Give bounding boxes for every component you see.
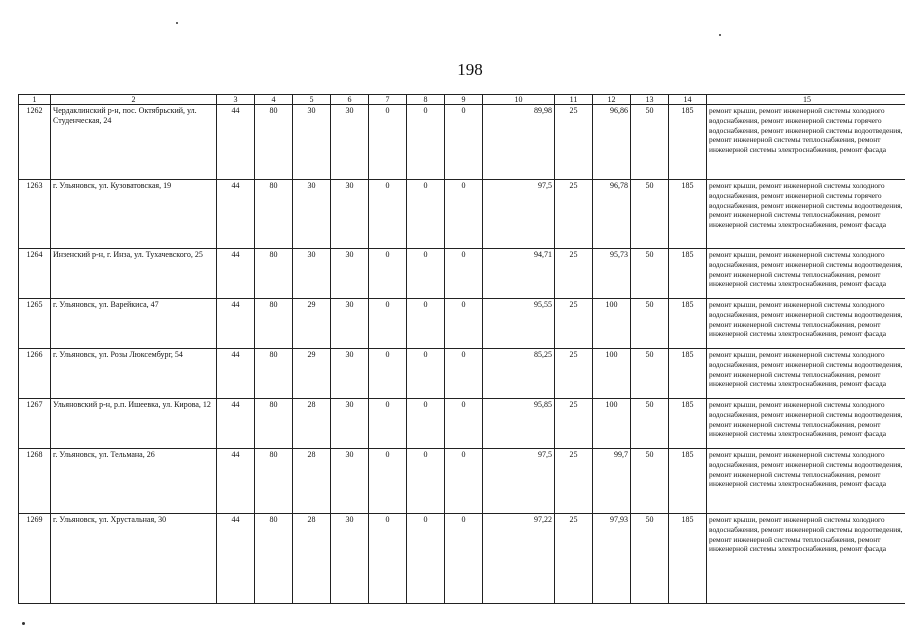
value-cell: 50 bbox=[631, 514, 669, 604]
value-cell: 0 bbox=[407, 399, 445, 449]
address-cell: Инзенский р-н, г. Инза, ул. Тухачевского, 25 bbox=[51, 249, 217, 299]
table-row bbox=[19, 299, 905, 349]
value-cell: 0 bbox=[445, 249, 483, 299]
column-header: 12 bbox=[593, 95, 631, 105]
value-cell: 30 bbox=[331, 299, 369, 349]
value-cell: 80 bbox=[255, 299, 293, 349]
column-header: 11 bbox=[555, 95, 593, 105]
value-cell: 0 bbox=[407, 105, 445, 180]
value-cell: 0 bbox=[369, 349, 407, 399]
value-cell: 0 bbox=[445, 180, 483, 249]
value-cell: 0 bbox=[445, 349, 483, 399]
value-cell: 185 bbox=[669, 299, 707, 349]
value-cell: 0 bbox=[407, 180, 445, 249]
value-cell: 50 bbox=[631, 449, 669, 514]
value-cell: 95,73 bbox=[593, 249, 631, 299]
value-cell: 0 bbox=[369, 399, 407, 449]
row-number: 1267 bbox=[19, 399, 51, 449]
address-cell: Чердаклинский р-н, пос. Октябрьский, ул. Студенческая, 24 bbox=[51, 105, 217, 180]
value-cell: 28 bbox=[293, 449, 331, 514]
value-cell: 95,85 bbox=[483, 399, 555, 449]
value-cell: 97,5 bbox=[483, 449, 555, 514]
value-cell: 80 bbox=[255, 105, 293, 180]
table-row bbox=[19, 399, 905, 449]
value-cell: 25 bbox=[555, 449, 593, 514]
works-cell: ремонт крыши, ремонт инженерной системы холодного водоснабжения, ремонт инженерной системы водоотведения, ремонт инженерной системы теплоснабжения, ремонт инженерной системы электроснабжения, ремонт фасада bbox=[707, 399, 905, 449]
value-cell: 0 bbox=[369, 514, 407, 604]
value-cell: 44 bbox=[217, 105, 255, 180]
row-number: 1268 bbox=[19, 449, 51, 514]
value-cell: 44 bbox=[217, 399, 255, 449]
value-cell: 30 bbox=[331, 105, 369, 180]
table-row bbox=[19, 180, 905, 249]
value-cell: 96,86 bbox=[593, 105, 631, 180]
row-number: 1263 bbox=[19, 180, 51, 249]
value-cell: 30 bbox=[331, 249, 369, 299]
table-row bbox=[19, 249, 905, 299]
value-cell: 50 bbox=[631, 349, 669, 399]
value-cell: 25 bbox=[555, 514, 593, 604]
value-cell: 0 bbox=[369, 249, 407, 299]
value-cell: 80 bbox=[255, 514, 293, 604]
scan-speck bbox=[22, 622, 25, 625]
column-header: 2 bbox=[51, 95, 217, 105]
column-header: 3 bbox=[217, 95, 255, 105]
works-cell: ремонт крыши, ремонт инженерной системы холодного водоснабжения, ремонт инженерной системы водоотведения, ремонт инженерной системы теплоснабжения, ремонт инженерной системы электроснабжения, ремонт фасада bbox=[707, 249, 905, 299]
value-cell: 80 bbox=[255, 399, 293, 449]
value-cell: 185 bbox=[669, 105, 707, 180]
value-cell: 44 bbox=[217, 349, 255, 399]
value-cell: 96,78 bbox=[593, 180, 631, 249]
column-header: 5 bbox=[293, 95, 331, 105]
value-cell: 30 bbox=[331, 514, 369, 604]
row-number: 1262 bbox=[19, 105, 51, 180]
value-cell: 95,55 bbox=[483, 299, 555, 349]
works-cell: ремонт крыши, ремонт инженерной системы холодного водоснабжения, ремонт инженерной системы водоотведения, ремонт инженерной системы теплоснабжения, ремонт инженерной системы электроснабжения, ремонт фасада bbox=[707, 514, 905, 604]
works-cell: ремонт крыши, ремонт инженерной системы холодного водоснабжения, ремонт инженерной системы водоотведения, ремонт инженерной системы теплоснабжения, ремонт инженерной системы электроснабжения, ремонт фасада bbox=[707, 449, 905, 514]
column-header: 14 bbox=[669, 95, 707, 105]
works-cell: ремонт крыши, ремонт инженерной системы холодного водоснабжения, ремонт инженерной системы горячего водоснабжения, ремонт инженерной системы водоотведения, ремонт инженерной системы теплоснабжения, ремонт инженерной системы электроснабжения, ремонт фасада bbox=[707, 180, 905, 249]
register-table bbox=[18, 94, 905, 604]
value-cell: 0 bbox=[407, 249, 445, 299]
value-cell: 80 bbox=[255, 180, 293, 249]
value-cell: 97,5 bbox=[483, 180, 555, 249]
value-cell: 0 bbox=[407, 299, 445, 349]
value-cell: 0 bbox=[445, 449, 483, 514]
value-cell: 44 bbox=[217, 449, 255, 514]
value-cell: 30 bbox=[293, 105, 331, 180]
value-cell: 25 bbox=[555, 399, 593, 449]
value-cell: 100 bbox=[593, 299, 631, 349]
value-cell: 89,98 bbox=[483, 105, 555, 180]
column-header: 10 bbox=[483, 95, 555, 105]
value-cell: 0 bbox=[445, 399, 483, 449]
value-cell: 25 bbox=[555, 299, 593, 349]
value-cell: 25 bbox=[555, 180, 593, 249]
value-cell: 185 bbox=[669, 514, 707, 604]
value-cell: 0 bbox=[407, 449, 445, 514]
value-cell: 0 bbox=[369, 299, 407, 349]
value-cell: 30 bbox=[331, 399, 369, 449]
value-cell: 50 bbox=[631, 105, 669, 180]
value-cell: 29 bbox=[293, 299, 331, 349]
row-number: 1269 bbox=[19, 514, 51, 604]
value-cell: 50 bbox=[631, 299, 669, 349]
value-cell: 185 bbox=[669, 180, 707, 249]
address-cell: г. Ульяновск, ул. Тельмана, 26 bbox=[51, 449, 217, 514]
column-header: 9 bbox=[445, 95, 483, 105]
value-cell: 30 bbox=[331, 349, 369, 399]
value-cell: 100 bbox=[593, 349, 631, 399]
address-cell: Ульяновский р-н, р.п. Ишеевка, ул. Кирова, 12 bbox=[51, 399, 217, 449]
table-row bbox=[19, 349, 905, 399]
value-cell: 80 bbox=[255, 249, 293, 299]
table-row bbox=[19, 449, 905, 514]
value-cell: 30 bbox=[293, 249, 331, 299]
value-cell: 28 bbox=[293, 399, 331, 449]
value-cell: 25 bbox=[555, 105, 593, 180]
value-cell: 50 bbox=[631, 399, 669, 449]
value-cell: 0 bbox=[445, 105, 483, 180]
address-cell: г. Ульяновск, ул. Хрустальная, 30 bbox=[51, 514, 217, 604]
value-cell: 50 bbox=[631, 180, 669, 249]
value-cell: 97,22 bbox=[483, 514, 555, 604]
value-cell: 0 bbox=[369, 105, 407, 180]
column-header: 6 bbox=[331, 95, 369, 105]
value-cell: 30 bbox=[293, 180, 331, 249]
value-cell: 185 bbox=[669, 399, 707, 449]
value-cell: 0 bbox=[369, 449, 407, 514]
value-cell: 30 bbox=[331, 180, 369, 249]
value-cell: 0 bbox=[407, 514, 445, 604]
column-header: 15 bbox=[707, 95, 905, 105]
value-cell: 0 bbox=[407, 349, 445, 399]
value-cell: 50 bbox=[631, 249, 669, 299]
works-cell: ремонт крыши, ремонт инженерной системы холодного водоснабжения, ремонт инженерной системы водоотведения, ремонт инженерной системы теплоснабжения, ремонт инженерной системы электроснабжения, ремонт фасада bbox=[707, 349, 905, 399]
value-cell: 0 bbox=[445, 299, 483, 349]
value-cell: 0 bbox=[445, 514, 483, 604]
value-cell: 185 bbox=[669, 449, 707, 514]
row-number: 1264 bbox=[19, 249, 51, 299]
column-header: 1 bbox=[19, 95, 51, 105]
address-cell: г. Ульяновск, ул. Розы Люксембург, 54 bbox=[51, 349, 217, 399]
address-cell: г. Ульяновск, ул. Варейкиса, 47 bbox=[51, 299, 217, 349]
column-number-row bbox=[19, 95, 905, 105]
table-row bbox=[19, 514, 905, 604]
value-cell: 80 bbox=[255, 349, 293, 399]
value-cell: 44 bbox=[217, 514, 255, 604]
value-cell: 185 bbox=[669, 249, 707, 299]
table-row bbox=[19, 105, 905, 180]
address-cell: г. Ульяновск, ул. Кузоватовская, 19 bbox=[51, 180, 217, 249]
row-number: 1266 bbox=[19, 349, 51, 399]
row-number: 1265 bbox=[19, 299, 51, 349]
value-cell: 100 bbox=[593, 399, 631, 449]
value-cell: 80 bbox=[255, 449, 293, 514]
value-cell: 99,7 bbox=[593, 449, 631, 514]
value-cell: 94,71 bbox=[483, 249, 555, 299]
page-number: 198 bbox=[457, 60, 483, 79]
column-header: 7 bbox=[369, 95, 407, 105]
scan-speck bbox=[719, 34, 721, 36]
column-header: 13 bbox=[631, 95, 669, 105]
value-cell: 44 bbox=[217, 299, 255, 349]
value-cell: 97,93 bbox=[593, 514, 631, 604]
value-cell: 25 bbox=[555, 249, 593, 299]
works-cell: ремонт крыши, ремонт инженерной системы холодного водоснабжения, ремонт инженерной системы горячего водоснабжения, ремонт инженерной системы водоотведения, ремонт инженерной системы теплоснабжения, ремонт инженерной системы электроснабжения, ремонт фасада bbox=[707, 105, 905, 180]
column-header: 8 bbox=[407, 95, 445, 105]
value-cell: 30 bbox=[331, 449, 369, 514]
value-cell: 185 bbox=[669, 349, 707, 399]
value-cell: 44 bbox=[217, 180, 255, 249]
value-cell: 44 bbox=[217, 249, 255, 299]
value-cell: 29 bbox=[293, 349, 331, 399]
value-cell: 0 bbox=[369, 180, 407, 249]
value-cell: 85,25 bbox=[483, 349, 555, 399]
value-cell: 28 bbox=[293, 514, 331, 604]
value-cell: 25 bbox=[555, 349, 593, 399]
works-cell: ремонт крыши, ремонт инженерной системы холодного водоснабжения, ремонт инженерной системы водоотведения, ремонт инженерной системы теплоснабжения, ремонт инженерной системы электроснабжения, ремонт фасада bbox=[707, 299, 905, 349]
scan-speck bbox=[176, 22, 178, 24]
column-header: 4 bbox=[255, 95, 293, 105]
